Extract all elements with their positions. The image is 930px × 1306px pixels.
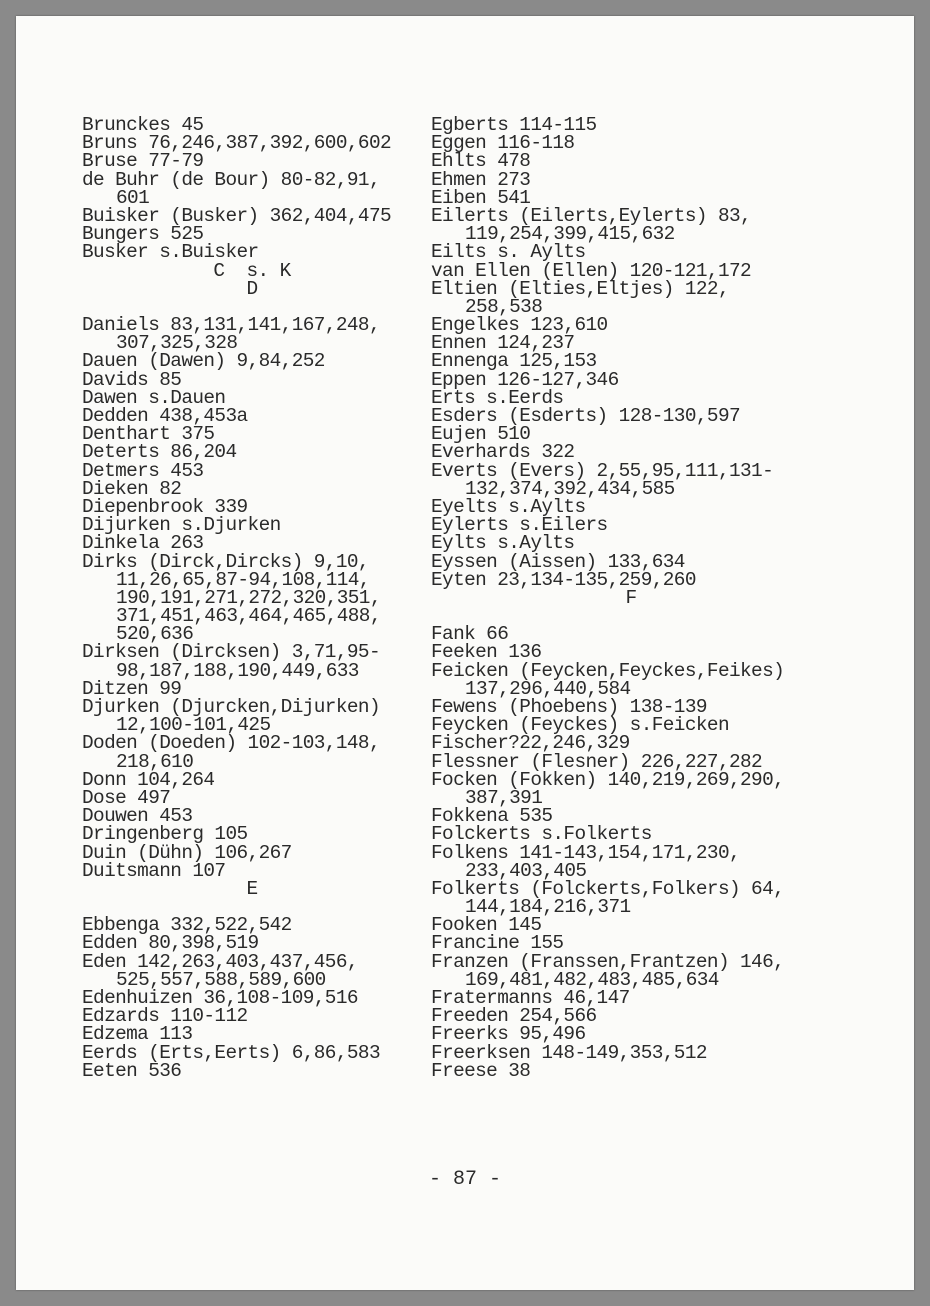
index-entry: Dieken 82: [82, 477, 182, 500]
index-entry-continuation: 307,325,328: [116, 332, 238, 355]
index-entry: Edzema 113: [82, 1023, 193, 1046]
index-entry: Edenhuizen 36,108-109,516: [82, 987, 358, 1009]
index-entry: Freeden 254,566: [431, 1005, 597, 1028]
index-entry: Eyten 23,134-135,259,260: [431, 568, 696, 591]
index-entry: Freerks 95,496: [431, 1023, 586, 1046]
index-entry: Eggen 116-118: [431, 132, 575, 155]
index-entry: Flessner (Flesner) 226,227,282: [431, 750, 763, 773]
index-entry: Feycken (Feyckes) s.Feicken: [431, 714, 729, 737]
index-entry-continuation: 144,184,216,371: [465, 896, 631, 919]
index-entry-continuation: 258,538: [465, 295, 543, 318]
index-entry: Dedden 438,453a: [82, 405, 248, 427]
index-entry-continuation: 11,26,65,87-94,108,114,: [116, 568, 370, 591]
index-entry: Dirks (Dirck,Dircks) 9,10,: [82, 550, 369, 573]
index-entry-continuation: 371,451,463,464,465,488,: [116, 605, 381, 628]
index-entry: Eylts s.Aylts: [431, 532, 575, 555]
index-entry-continuation: 218,610: [116, 750, 194, 773]
index-entry: Eeten 536: [82, 1059, 182, 1082]
index-entry-continuation: 233,403,405: [465, 859, 587, 882]
document-page: [16, 16, 914, 1290]
index-entry: Fewens (Phoebens) 138-139: [431, 696, 707, 718]
index-entry-continuation: 525,557,588,589,600: [116, 968, 326, 991]
index-entry: Eyelts s.Aylts: [431, 495, 586, 518]
index-entry: Ditzen 99: [82, 677, 182, 700]
index-entry: Eltien (Elties,Eltjes) 122,: [431, 277, 729, 300]
index-entry: Bruse 77-79: [82, 150, 204, 173]
index-entry-continuation: 98,187,188,190,449,633: [116, 659, 359, 682]
index-entry: Dirksen (Dircksen) 3,71,95-: [82, 641, 380, 664]
index-entry: Denthart 375: [82, 423, 215, 446]
index-entry-continuation: 132,374,392,434,585: [465, 477, 675, 500]
index-entry: Freese 38: [431, 1059, 531, 1082]
page-number: - 87 -: [428, 1168, 501, 1191]
index-entry: de Buhr (de Bour) 80-82,91,: [82, 168, 380, 191]
index-entry: Ennenga 125,153: [431, 350, 597, 373]
index-entry: Eilerts (Eilerts,Eylerts) 83,: [431, 204, 752, 227]
index-entry: Feeken 136: [431, 641, 542, 664]
index-entry: Ehlts 478: [431, 150, 531, 173]
index-entry: Daniels 83,131,141,167,248,: [82, 314, 380, 337]
index-entry: Busker s.Buisker: [82, 241, 259, 264]
index-entry: Djurken (Djurcken,Dijurken): [82, 696, 380, 718]
index-entry: Eppen 126-127,346: [431, 368, 619, 391]
index-entry: Focken (Fokken) 140,219,269,290,: [431, 768, 785, 791]
index-entry: Dose 497: [82, 786, 171, 809]
index-entry: Everts (Evers) 2,55,95,111,131-: [431, 459, 774, 482]
index-entry: Davids 85: [82, 368, 182, 391]
index-entry-continuation: 169,481,482,483,485,634: [465, 968, 719, 991]
index-entry: Duitsmann 107: [82, 859, 226, 882]
section-heading: E: [246, 877, 258, 900]
index-entry: Dawen s.Dauen: [82, 386, 226, 409]
index-entry: Bungers 525: [82, 223, 204, 246]
index-entry: Fratermanns 46,147: [431, 987, 630, 1009]
index-entry: Francine 155: [431, 932, 564, 955]
index-entry: Dauen (Dawen) 9,84,252: [82, 350, 325, 373]
index-entry-continuation: 190,191,271,272,320,351,: [116, 586, 381, 609]
index-entry: Everhards 322: [431, 441, 575, 464]
index-entry-continuation: 119,254,399,415,632: [465, 223, 675, 246]
index-entry: Eden 142,263,403,437,456,: [82, 950, 358, 973]
index-entry: Bruns 76,246,387,392,600,602: [82, 132, 392, 155]
index-entry: Brunckes 45: [82, 114, 204, 136]
index-entry: Feicken (Feycken,Feyckes,Feikes): [431, 659, 785, 682]
index-entry-continuation: 12,100-101,425: [116, 714, 271, 737]
index-entry-continuation: 387,391: [465, 786, 543, 809]
index-entry: Folckerts s.Folkerts: [431, 823, 652, 846]
index-entry: Deterts 86,204: [82, 441, 237, 464]
index-entry: Ehmen 273: [431, 168, 531, 191]
index-entry: Folkerts (Folckerts,Folkers) 64,: [431, 877, 785, 900]
index-entry: Egberts 114-115: [431, 114, 597, 136]
index-entry: Diepenbrook 339: [82, 495, 248, 518]
index-entry: Dinkela 263: [82, 532, 204, 555]
index-entry: Eujen 510: [431, 423, 531, 446]
index-entry: Eerds (Erts,Eerts) 6,86,583: [82, 1041, 380, 1064]
index-entry: Donn 104,264: [82, 768, 215, 791]
index-column-left: [82, 116, 422, 1080]
index-entry: Edden 80,398,519: [82, 932, 259, 955]
section-heading: D: [246, 277, 258, 300]
index-entry: Doden (Doeden) 102-103,148,: [82, 732, 380, 755]
index-entry: Fank 66: [431, 623, 509, 646]
index-entry: Engelkes 123,610: [431, 314, 608, 337]
index-entry: Folkens 141-143,154,171,230,: [431, 841, 741, 864]
index-entry: Fooken 145: [431, 914, 542, 937]
index-entry: Douwen 453: [82, 805, 193, 828]
index-entry: Buisker (Busker) 362,404,475: [82, 204, 392, 227]
index-entry: Erts s.Eerds: [431, 386, 564, 409]
index-entry: Detmers 453: [82, 459, 204, 482]
index-entry: Dringenberg 105: [82, 823, 248, 846]
index-entry: Fokkena 535: [431, 805, 553, 828]
index-entry: Eilts s. Aylts: [431, 241, 586, 264]
index-entry: Fischer?22,246,329: [431, 732, 630, 755]
index-entry: Edzards 110-112: [82, 1005, 248, 1028]
index-entry: Duin (Dühn) 106,267: [82, 841, 292, 864]
index-entry: Dijurken s.Djurken: [82, 514, 281, 537]
index-entry: Ebbenga 332,522,542: [82, 914, 292, 937]
section-heading: F: [625, 586, 637, 609]
index-entry: Franzen (Franssen,Frantzen) 146,: [431, 950, 785, 973]
section-heading: C s. K: [213, 259, 291, 282]
index-entry-continuation: 520,636: [116, 623, 194, 646]
index-entry: Esders (Esderts) 128-130,597: [431, 405, 741, 427]
index-entry: Eyssen (Aissen) 133,634: [431, 550, 685, 573]
index-entry: Eiben 541: [431, 186, 531, 209]
index-entry: van Ellen (Ellen) 120-121,172: [431, 259, 752, 282]
index-entry-continuation: 137,296,440,584: [465, 677, 631, 700]
index-column-right: [431, 116, 831, 1080]
index-entry: Eylerts s.Eilers: [431, 514, 608, 537]
index-entry: Freerksen 148-149,353,512: [431, 1041, 707, 1064]
index-entry: Ennen 124,237: [431, 332, 575, 355]
index-entry-continuation: 601: [116, 186, 150, 209]
